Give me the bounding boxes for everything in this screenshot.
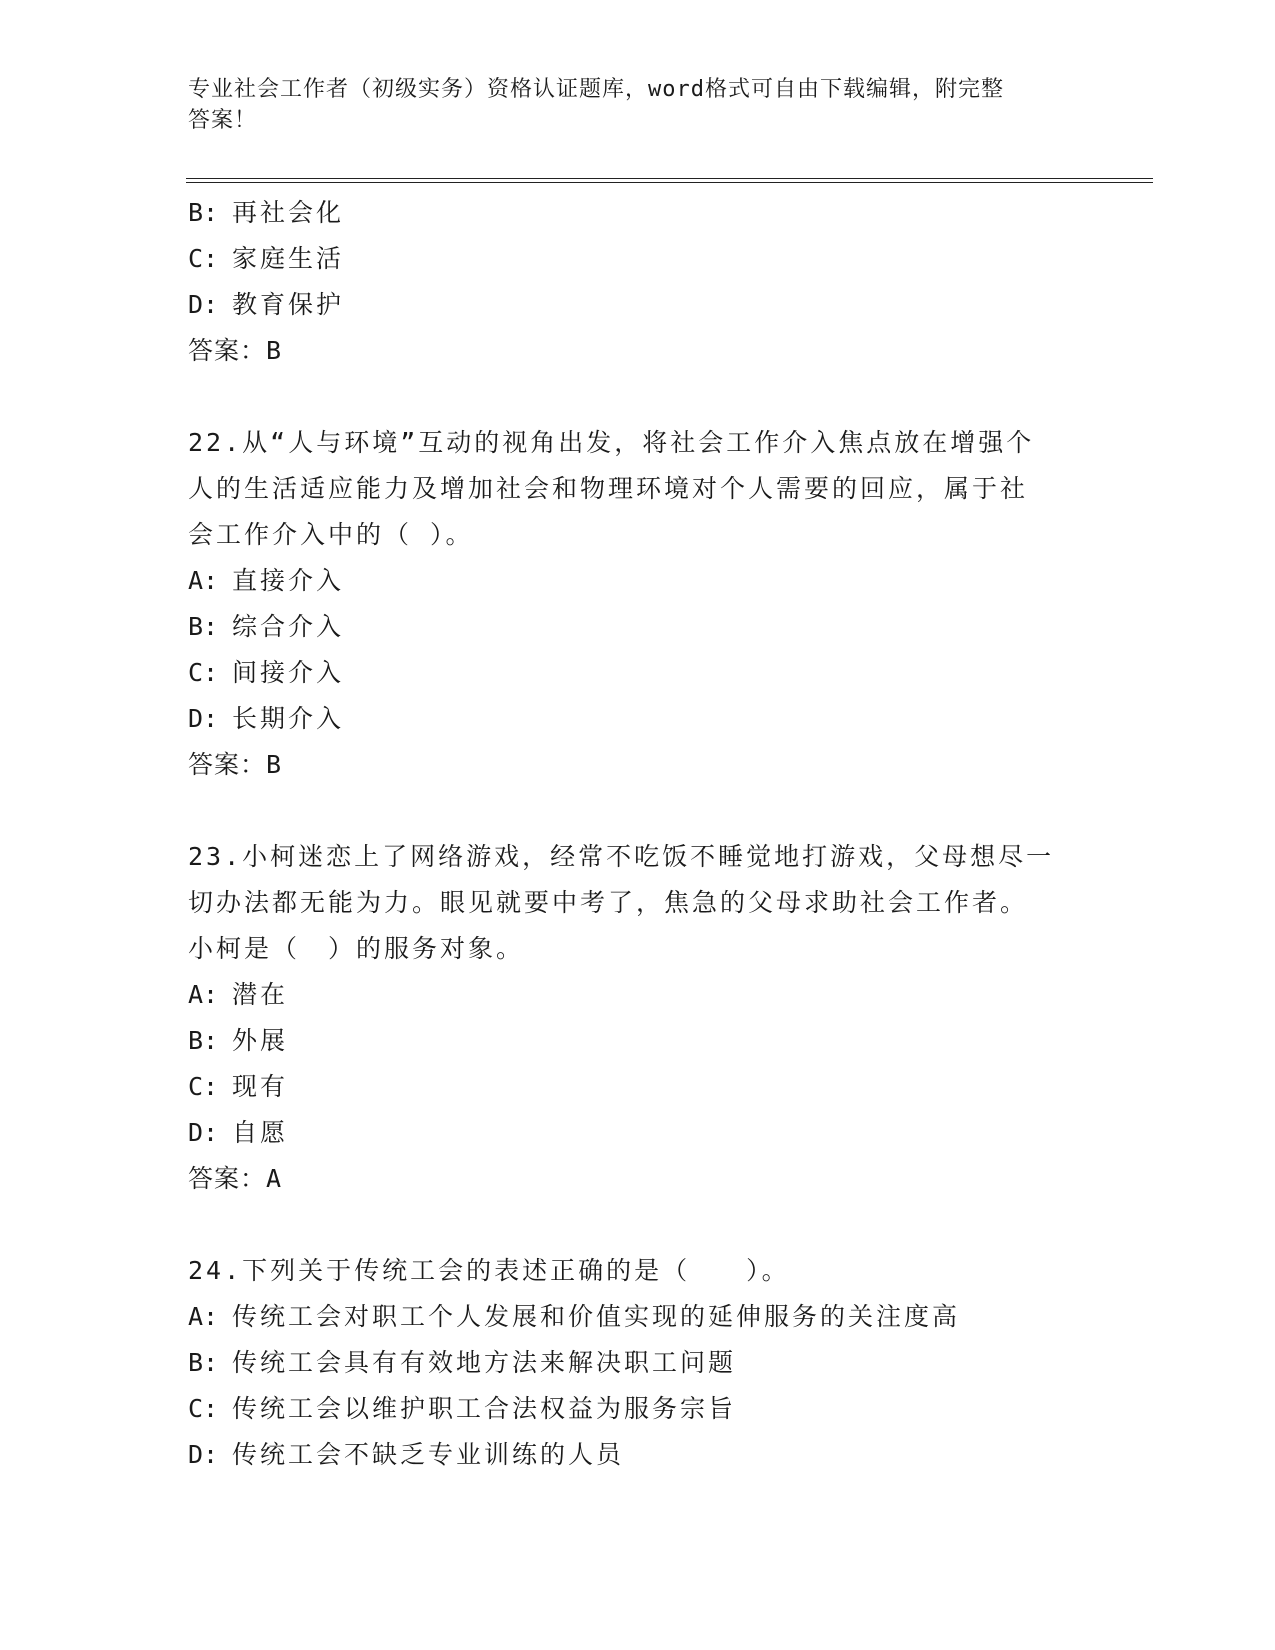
question-stem-line: 24.下列关于传统工会的表述正确的是（ ）。 xyxy=(188,1256,790,1285)
option-key: B: xyxy=(188,198,219,227)
spacer xyxy=(188,1202,1088,1248)
option-a xyxy=(188,972,1088,1018)
option-a xyxy=(188,1294,1088,1340)
option-text: 现有 xyxy=(232,1072,289,1101)
option-d xyxy=(188,1432,1088,1478)
option-key: B: xyxy=(188,1348,219,1377)
option-key: C: xyxy=(188,1072,219,1101)
question-22 xyxy=(188,420,1088,788)
option-c xyxy=(188,1064,1088,1110)
answer-line: 答案：B xyxy=(188,750,283,779)
option-c xyxy=(188,650,1088,696)
option-text: 教育保护 xyxy=(232,290,345,319)
option-text: 长期介入 xyxy=(232,704,345,733)
question-stem-line: 23.小柯迷恋上了网络游戏，经常不吃饭不睡觉地打游戏，父母想尽一 xyxy=(188,842,1055,871)
header-line-1: 专业社会工作者（初级实务）资格认证题库，word格式可自由下载编辑，附完整 xyxy=(188,77,1004,102)
option-b xyxy=(188,190,1088,236)
option-text: 间接介入 xyxy=(232,658,345,687)
question-content xyxy=(188,190,1088,1478)
option-c xyxy=(188,1386,1088,1432)
option-key: C: xyxy=(188,658,219,687)
option-b xyxy=(188,604,1088,650)
option-b xyxy=(188,1018,1088,1064)
answer-line: 答案：A xyxy=(188,1164,283,1193)
option-text: 直接介入 xyxy=(232,566,345,595)
question-stem-line: 人的生活适应能力及增加社会和物理环境对个人需要的回应，属于社 xyxy=(188,474,1029,503)
option-text: 综合介入 xyxy=(232,612,345,641)
question-21-tail xyxy=(188,190,1088,374)
option-key: C: xyxy=(188,1394,219,1423)
option-key: C: xyxy=(188,244,219,273)
document-header xyxy=(188,74,1068,136)
header-divider-bottom xyxy=(186,182,1153,183)
option-key: B: xyxy=(188,612,219,641)
spacer xyxy=(188,788,1088,834)
option-key: A: xyxy=(188,566,219,595)
option-text: 家庭生活 xyxy=(232,244,345,273)
option-text: 传统工会对职工个人发展和价值实现的延伸服务的关注度高 xyxy=(232,1302,961,1331)
question-23 xyxy=(188,834,1088,1202)
answer-line: 答案：B xyxy=(188,336,283,365)
question-stem-line: 小柯是（ ）的服务对象。 xyxy=(188,934,525,963)
option-b xyxy=(188,1340,1088,1386)
option-d xyxy=(188,696,1088,742)
spacer xyxy=(188,374,1088,420)
option-a xyxy=(188,558,1088,604)
option-text: 传统工会不缺乏专业训练的人员 xyxy=(232,1440,625,1469)
option-c xyxy=(188,236,1088,282)
option-key: D: xyxy=(188,1118,219,1147)
question-stem-line: 切办法都无能为力。眼见就要中考了，焦急的父母求助社会工作者。 xyxy=(188,888,1029,917)
question-stem-line: 会工作介入中的（ ）。 xyxy=(188,520,474,549)
header-line-2: 答案！ xyxy=(188,108,258,133)
option-key: D: xyxy=(188,704,219,733)
option-d xyxy=(188,282,1088,328)
option-key: B: xyxy=(188,1026,219,1055)
option-text: 潜在 xyxy=(232,980,289,1009)
option-text: 传统工会具有有效地方法来解决职工问题 xyxy=(232,1348,737,1377)
header-divider-top xyxy=(186,178,1153,179)
option-text: 外展 xyxy=(232,1026,289,1055)
question-stem-line: 22.从“人与环境”互动的视角出发，将社会工作介入焦点放在增强个 xyxy=(188,428,1035,457)
option-key: A: xyxy=(188,980,219,1009)
question-24 xyxy=(188,1248,1088,1478)
option-key: D: xyxy=(188,290,219,319)
option-text: 自愿 xyxy=(232,1118,289,1147)
option-d xyxy=(188,1110,1088,1156)
option-key: A: xyxy=(188,1302,219,1331)
option-text: 传统工会以维护职工合法权益为服务宗旨 xyxy=(232,1394,737,1423)
option-key: D: xyxy=(188,1440,219,1469)
option-text: 再社会化 xyxy=(232,198,345,227)
